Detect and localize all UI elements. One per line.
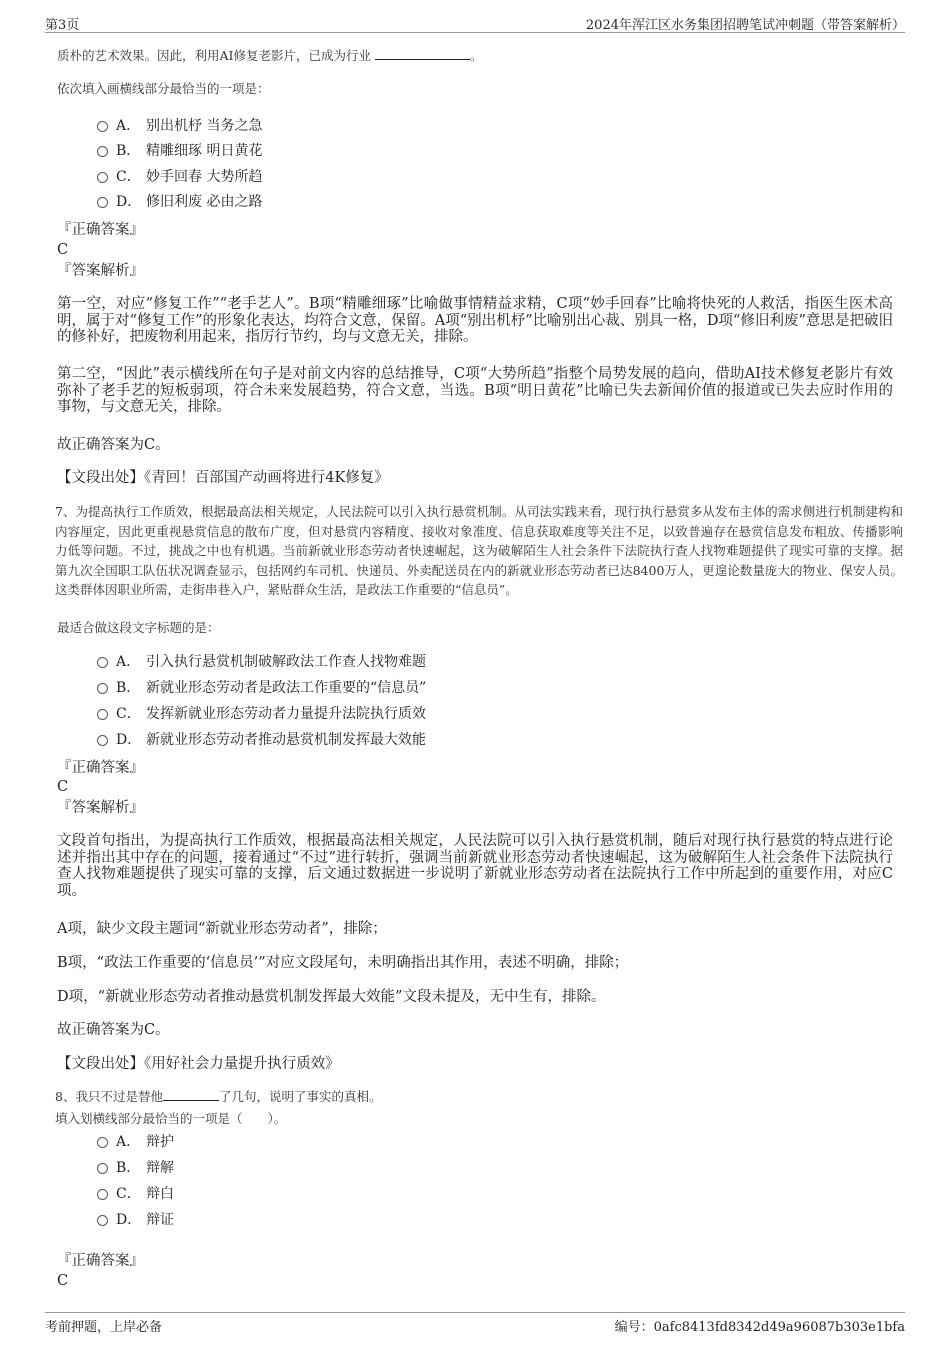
q8-option-c[interactable]: C． 辩白 — [97, 1184, 174, 1204]
q7-option-d[interactable]: D． 新就业形态劳动者推动悬赏机制发挥最大效能 — [97, 730, 426, 750]
q8-option-b[interactable]: B． 辩解 — [97, 1158, 174, 1178]
q7-option-c[interactable]: C． 发挥新就业形态劳动者力量提升法院执行质效 — [97, 704, 426, 724]
q6-tail-text: 质朴的艺术效果。因此，利用AI修复老影片，已成为行业 。 — [57, 48, 483, 63]
page-footer — [45, 1312, 905, 1335]
page-number: 第3页 — [45, 18, 80, 33]
q8-prompt: 填入划横线部分最恰当的一项是（ ）。 — [55, 1111, 287, 1126]
q6-analysis-label: 『答案解析』 — [57, 263, 144, 279]
q8-answer: C — [57, 1273, 69, 1289]
q7-option-a[interactable]: A． 引入执行悬赏机制破解政法工作查人找物难题 — [97, 652, 426, 672]
q7-analysis-label: 『答案解析』 — [57, 800, 144, 816]
document-title: 2024年浑江区水务集团招聘笔试冲刺题（带答案解析） — [585, 18, 905, 33]
radio-icon[interactable] — [97, 1215, 108, 1226]
radio-icon[interactable] — [97, 709, 108, 720]
q7-analysis-d: D项，“新就业形态劳动者推动悬赏机制发挥最大效能”文段未提及，无中生有，排除。 — [57, 989, 606, 1005]
radio-icon[interactable] — [97, 735, 108, 746]
radio-icon[interactable] — [97, 197, 108, 208]
radio-icon[interactable] — [97, 1137, 108, 1148]
radio-icon[interactable] — [97, 1189, 108, 1200]
document-id: 编号：0afc8413fd8342d49a96087b303e1bfa — [614, 1320, 905, 1335]
q8-question-text: 8、我只不过是替他 了几句，说明了事实的真相。 — [55, 1089, 382, 1104]
q7-question-text: 7、为提高执行工作质效，根据最高法相关规定，人民法院可以引入执行悬赏机制。从司法实践来看，现行执行悬赏多从发布主体的需求侧进行机制建构和内容厘定，因此更重视悬赏信息的散布广度，但对悬赏内容精度、接收对象准度、信息获取难度等关注不足，以致普遍存在悬赏信息发布粗放、传播影响力低等问题。不过，挑战之中也有机遇。当前新就业形态劳动者快速崛起，这为破解陌生人社会条件下法院执行查人找物难题提供了现实可靠的支撑。据第九次全国职工队伍状况调查显示，包括网约车司机、快递员、外卖配送员在内的新就业形态劳动者已达8400万人，更遑论数量庞大的物业、保安人员。这类群体因职业所需，走街串巷入户，紧贴群众生活，是政法工作重要的“信息员”。 — [55, 504, 903, 597]
radio-icon[interactable] — [97, 121, 108, 132]
q7-source: 【文段出处】《用好社会力量提升执行质效》 — [57, 1056, 340, 1072]
footer-slogan: 考前押题，上岸必备 — [45, 1320, 163, 1335]
radio-icon[interactable] — [97, 683, 108, 694]
q6-conclusion: 故正确答案为C。 — [57, 437, 170, 453]
q7-prompt: 最适合做这段文字标题的是： — [57, 620, 220, 635]
q6-source: 【文段出处】《青回！百部国产动画将进行4K修复》 — [57, 470, 389, 486]
radio-icon[interactable] — [97, 1163, 108, 1174]
page-header — [45, 14, 905, 33]
q6-answer: C — [57, 242, 69, 258]
blank-line — [375, 49, 470, 60]
q6-option-a[interactable]: A． 别出机杼 当务之急 — [97, 116, 262, 136]
q7-conclusion: 故正确答案为C。 — [57, 1022, 170, 1038]
q7-analysis-1: 文段首句指出，为提高执行工作质效，根据最高法相关规定，人民法院可以引入执行悬赏机制，随后对现行执行悬赏的特点进行论述并指出其中存在的问题，接着通过“不过”进行转折，强调当前新就业形态劳动者快速崛起，这为破解陌生人社会条件下法院执行查人找物难题提供了现实可靠的支撑，后文通过数据进一步说明了新就业形态劳动者在法院执行工作中所起到的重要作用，对应C项。 — [57, 833, 893, 899]
q6-prompt: 依次填入画横线部分最恰当的一项是： — [57, 81, 270, 96]
q6-analysis-2: 第二空，“因此”表示横线所在句子是对前文内容的总结推导，C项“大势所趋”指整个局势发展的趋向，借助AI技术修复老影片有效弥补了老手艺的短板弱项，符合未来发展趋势，符合文意，当选。B项“明日黄花”比喻已失去新闻价值的报道或已失去应时作用的事物，与文意无关，排除。 — [57, 366, 893, 415]
blank-line — [163, 1090, 219, 1101]
q8-answer-label: 『正确答案』 — [57, 1253, 144, 1269]
radio-icon[interactable] — [97, 657, 108, 668]
q7-option-b[interactable]: B． 新就业形态劳动者是政法工作重要的“信息员” — [97, 678, 426, 698]
q6-option-b[interactable]: B． 精雕细琢 明日黄花 — [97, 141, 262, 161]
radio-icon[interactable] — [97, 146, 108, 157]
q7-answer-label: 『正确答案』 — [57, 760, 144, 776]
q6-analysis-1: 第一空，对应“修复工作”“老手艺人”。B项“精雕细琢”比喻做事情精益求精，C项“妙手回春”比喻将快死的人救活，指医生医术高明，属于对“修复工作”的形象化表达，均符合文意，保留。A项“别出机杼”比喻别出心裁、别具一格，D项“修旧利废”意思是把破旧的修补好，把废物利用起来，指厉行节约，均与文意无关，排除。 — [57, 296, 893, 345]
radio-icon[interactable] — [97, 172, 108, 183]
q8-option-a[interactable]: A． 辩护 — [97, 1132, 174, 1152]
q7-answer: C — [57, 779, 69, 795]
q7-analysis-a: A项，缺少文段主题词“新就业形态劳动者”，排除； — [57, 921, 387, 937]
q8-option-d[interactable]: D． 辩证 — [97, 1210, 174, 1230]
q7-analysis-b: B项，“政法工作重要的‘信息员’”对应文段尾句，未明确指出其作用，表述不明确，排除； — [57, 955, 629, 971]
q6-option-d[interactable]: D． 修旧利废 必由之路 — [97, 192, 262, 212]
q6-answer-label: 『正确答案』 — [57, 222, 144, 238]
q6-option-c[interactable]: C． 妙手回春 大势所趋 — [97, 167, 262, 187]
